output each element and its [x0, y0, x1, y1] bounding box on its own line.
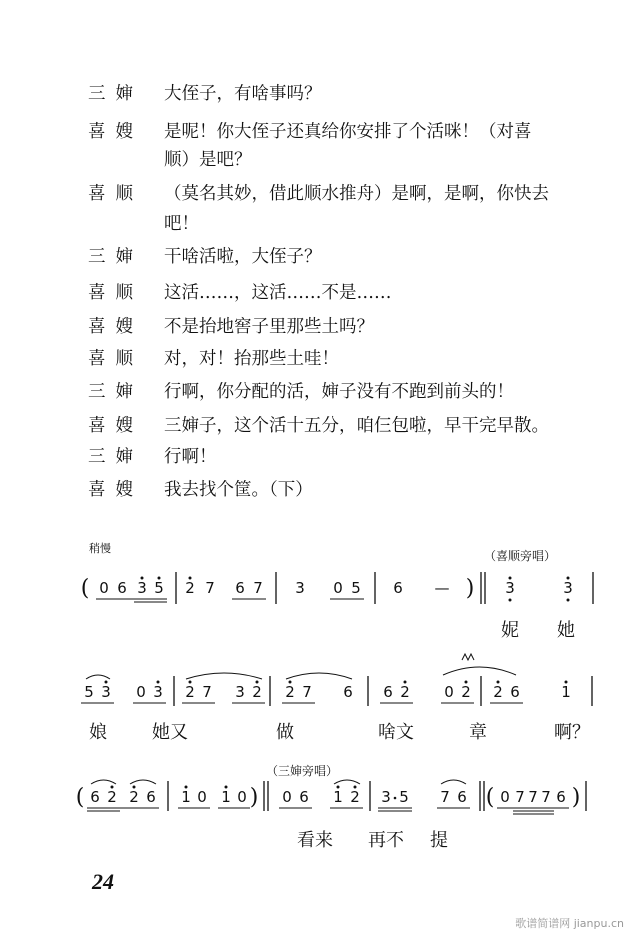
- note: 2: [185, 683, 195, 701]
- note: 0: [136, 683, 146, 701]
- lyric: 啥文: [378, 722, 414, 743]
- note: 6: [235, 579, 245, 597]
- octave-dot: [354, 786, 357, 789]
- octave-dot: [567, 599, 570, 602]
- octave-dot: [157, 681, 160, 684]
- parenthesis: ): [465, 576, 475, 601]
- speaker-name: 喜顺: [88, 184, 143, 204]
- octave-dot: [337, 786, 340, 789]
- lyric: 她又: [152, 722, 188, 743]
- parenthesis: (: [485, 785, 495, 810]
- note: 3: [505, 579, 515, 597]
- note: 2: [185, 579, 195, 597]
- parenthesis: ): [249, 785, 259, 810]
- note: 7: [515, 788, 525, 806]
- watermark: 歌谱简谱网 jianpu.cn: [515, 917, 624, 930]
- note: 7: [202, 683, 212, 701]
- note: 1: [181, 788, 191, 806]
- octave-dot: [133, 786, 136, 789]
- note: 1: [333, 788, 343, 806]
- parenthesis: (: [80, 576, 90, 601]
- note: 2: [107, 788, 117, 806]
- dialogue-text: 行啊！: [164, 447, 217, 467]
- note: 7: [528, 788, 538, 806]
- speaker-name: 三婶: [88, 382, 143, 402]
- octave-dot: [565, 681, 568, 684]
- note: 3: [563, 579, 573, 597]
- mordent: [462, 654, 474, 660]
- dialogue-text: 我去找个筐。（下）: [164, 480, 313, 500]
- octave-dot: [509, 599, 512, 602]
- singer-annotation: （喜顺旁唱）: [483, 549, 557, 563]
- note: 1: [221, 788, 231, 806]
- speaker-name: 喜顺: [88, 283, 143, 303]
- note: 6: [343, 683, 353, 701]
- note: 2: [350, 788, 360, 806]
- octave-dot: [225, 786, 228, 789]
- dialogue-text: 这活……，这活……不是……: [164, 283, 392, 303]
- dialogue-text: 不是抬地窖子里那些土吗？: [164, 317, 374, 337]
- note: 0: [197, 788, 207, 806]
- note: 6: [299, 788, 309, 806]
- octave-dot: [567, 577, 570, 580]
- octave-dot: [289, 681, 292, 684]
- note: 6: [383, 683, 393, 701]
- note: 6: [117, 579, 127, 597]
- slur: [91, 780, 116, 784]
- parenthesis: ): [571, 785, 581, 810]
- dialogue-text: 是呢！你大侄子还真给你安排了个活咪！（对喜: [164, 122, 532, 142]
- note: 2: [493, 683, 503, 701]
- note: 6: [457, 788, 467, 806]
- slur: [443, 667, 516, 675]
- slur: [286, 673, 352, 679]
- note: 3: [137, 579, 147, 597]
- octave-dot: [465, 681, 468, 684]
- note: 6: [556, 788, 566, 806]
- note: 2: [129, 788, 139, 806]
- dialogue-text: 行啊，你分配的活，婶子没有不跑到前头的！: [164, 382, 514, 402]
- page-number: 24: [92, 869, 114, 894]
- note: 3: [101, 683, 111, 701]
- note: 3: [381, 788, 391, 806]
- note: 7: [541, 788, 551, 806]
- note: 0: [500, 788, 510, 806]
- dialogue-text: 三婶子，这个活十五分，咱仨包啦，早干完早散。: [164, 416, 549, 436]
- octave-dot: [189, 681, 192, 684]
- speaker-name: 喜嫂: [88, 416, 143, 436]
- note: 6: [510, 683, 520, 701]
- note: 5: [154, 579, 164, 597]
- dialogue-text: 干啥活啦，大侄子？: [164, 247, 322, 267]
- speaker-name: 喜嫂: [88, 480, 143, 500]
- octave-dot: [509, 577, 512, 580]
- lyric: 她: [557, 620, 575, 641]
- speaker-name: 喜嫂: [88, 317, 143, 337]
- tempo-marking: 稍慢: [89, 542, 111, 555]
- note: 3: [153, 683, 163, 701]
- note: 1: [561, 683, 571, 701]
- note: 7: [302, 683, 312, 701]
- note: 5: [399, 788, 409, 806]
- note: 5: [351, 579, 361, 597]
- note: 7: [440, 788, 450, 806]
- note: 0: [99, 579, 109, 597]
- note: 0: [237, 788, 247, 806]
- note: 2: [461, 683, 471, 701]
- octave-dot: [404, 681, 407, 684]
- octave-dot: [158, 577, 161, 580]
- note: 6: [90, 788, 100, 806]
- dialogue-text: 对，对！抬那些土哇！: [164, 349, 339, 369]
- note: 6: [393, 579, 403, 597]
- octave-dot: [105, 681, 108, 684]
- note: 7: [253, 579, 263, 597]
- lyric: 妮: [501, 620, 519, 641]
- note: 2: [400, 683, 410, 701]
- lyric: 章: [469, 722, 487, 743]
- slur: [334, 780, 360, 784]
- note: 0: [444, 683, 454, 701]
- parenthesis: (: [75, 785, 85, 810]
- lyric: 啊？: [554, 722, 590, 743]
- slur: [186, 673, 262, 679]
- octave-dot: [497, 681, 500, 684]
- slur: [130, 780, 156, 784]
- dialogue-text: （莫名其妙，借此顺水推舟）是啊，是啊，你快去: [164, 184, 549, 204]
- note: 3: [235, 683, 245, 701]
- slur: [86, 675, 110, 679]
- dialogue-text-continuation: 顺）是吧？: [164, 150, 252, 170]
- octave-dot: [141, 577, 144, 580]
- lyric: 再不: [368, 830, 404, 851]
- octave-dot: [111, 786, 114, 789]
- note: 2: [285, 683, 295, 701]
- note: 7: [205, 579, 215, 597]
- octave-dot: [256, 681, 259, 684]
- speaker-name: 喜嫂: [88, 122, 143, 142]
- slur: [441, 780, 466, 784]
- octave-dot: [189, 577, 192, 580]
- dotted-rhythm-dot: [394, 797, 397, 800]
- lyric: 做: [276, 722, 294, 743]
- note: 2: [252, 683, 262, 701]
- dialogue-text: 大侄子，有啥事吗？: [164, 84, 322, 104]
- lyric: 看来: [297, 830, 333, 851]
- note: 6: [146, 788, 156, 806]
- note: 0: [282, 788, 292, 806]
- speaker-name: 三婶: [88, 84, 143, 104]
- speaker-name: 喜顺: [88, 349, 143, 369]
- note: 0: [333, 579, 343, 597]
- dialogue-text-continuation: 吧！: [164, 214, 199, 234]
- singer-annotation: （三婶旁唱）: [265, 764, 339, 778]
- speaker-name: 三婶: [88, 447, 143, 467]
- lyric: 娘: [89, 722, 107, 743]
- note: 5: [84, 683, 94, 701]
- lyric: 提: [430, 830, 448, 851]
- note: 3: [295, 579, 305, 597]
- dash: —: [434, 579, 450, 597]
- speaker-name: 三婶: [88, 247, 143, 267]
- octave-dot: [185, 786, 188, 789]
